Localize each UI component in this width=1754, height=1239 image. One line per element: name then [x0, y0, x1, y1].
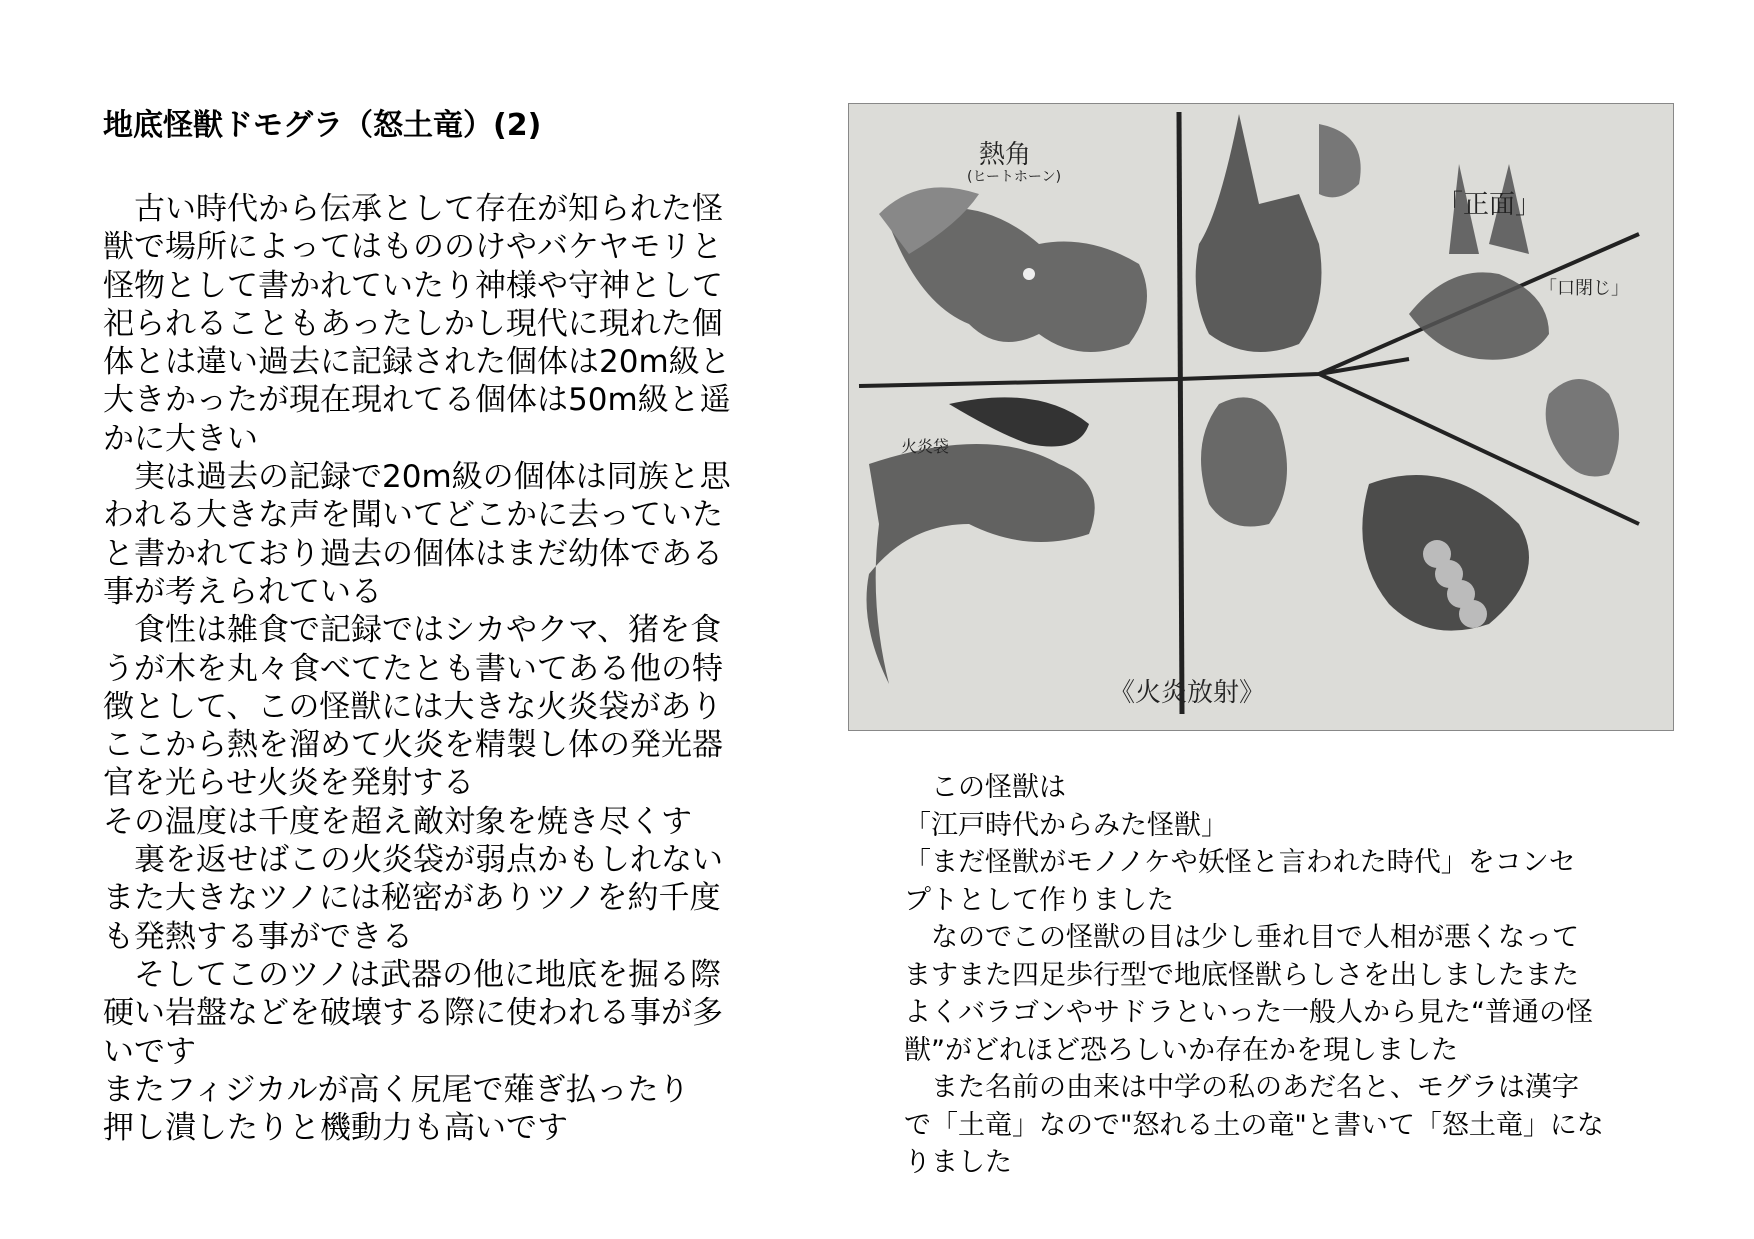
- text-line: りました: [904, 1147, 1012, 1178]
- text-line: かに大きい: [103, 420, 258, 457]
- label-heat-horn-reading: (ヒートホーン): [967, 169, 1062, 185]
- text-line: 「江戸時代からみた怪獣」: [904, 809, 1228, 841]
- text-line: プトとして作りました: [904, 884, 1174, 916]
- left-text-column: [103, 190, 823, 1147]
- page-title: 地底怪獣ドモグラ（怒土竜）(2): [103, 108, 542, 143]
- label-heat-horn: 熱角: [979, 140, 1032, 170]
- label-fire-emission: 《火炎放射》: [1109, 678, 1266, 708]
- text-line: よくバラゴンやサドラといった一般人から見た“普通の怪: [904, 997, 1593, 1028]
- sketch-drawing: [849, 104, 1673, 730]
- text-line: 体とは違い過去に記録された個体は20m級と: [103, 344, 731, 381]
- text-line: いです: [103, 1033, 196, 1070]
- text-line: 怪物として書かれていたり神様や守神として: [103, 267, 723, 304]
- text-line: 裏を返せばこの火炎袋が弱点かもしれない: [103, 842, 723, 879]
- text-line: も発熱する事ができる: [103, 918, 413, 955]
- text-line: 古い時代から伝承として存在が知られた怪: [103, 191, 723, 227]
- text-line: 徴として、この怪獣には大きな火炎袋があり: [103, 688, 723, 725]
- text-line: 事が考えられている: [103, 573, 382, 610]
- label-fire-bag: 火炎袋: [901, 437, 950, 456]
- label-mouth-closed: 「口閉じ」: [1539, 278, 1629, 299]
- text-line: 官を光らせ火炎を発射する: [103, 765, 475, 802]
- text-line: またフィジカルが高く尻尾で薙ぎ払ったり: [103, 1071, 690, 1108]
- text-line: ますまた四足歩行型で地底怪獣らしさを出しましたまた: [904, 959, 1579, 991]
- text-line: ここから熱を溜めて火炎を精製し体の発光器: [103, 727, 723, 764]
- text-line: われる大きな声を聞いてどこかに去っていた: [103, 497, 723, 534]
- text-line: で「土竜」なので"怒れる土の竜"と書いて「怒土竜」にな: [904, 1109, 1604, 1141]
- label-front: 「正面」: [1437, 190, 1542, 220]
- text-line: うが木を丸々食べてたとも書いてある他の特: [103, 650, 723, 687]
- text-line: 実は過去の記録で20m級の個体は同族と思: [103, 459, 731, 496]
- kaiju-sketch-image: [848, 103, 1674, 731]
- text-line: この怪獣は: [904, 772, 1066, 803]
- text-line: 獣で場所によってはもののけやバケヤモリと: [103, 229, 723, 266]
- text-line: 獣”がどれほど恐ろしいか存在かを現しました: [904, 1034, 1458, 1066]
- text-line: 大きかったが現在現れてる個体は50m級と遥: [103, 382, 731, 419]
- text-line: そしてこのツノは武器の他に地底を掘る際: [103, 956, 722, 993]
- text-line: また名前の由来は中学の私のあだ名と、モグラは漢字: [904, 1072, 1579, 1103]
- text-line: また大きなツノには秘密がありツノを約千度: [103, 880, 721, 917]
- text-line: 硬い岩盤などを破壊する際に使われる事が多: [103, 995, 723, 1032]
- text-line: 押し潰したりと機動力も高いです: [103, 1110, 568, 1147]
- text-line: 祀られることもあったしかし現代に現れた個: [103, 305, 723, 342]
- text-line: その温度は千度を超え敵対象を焼き尽くす: [103, 803, 692, 840]
- text-line: と書かれており過去の個体はまだ幼体である: [103, 535, 723, 572]
- text-line: 「まだ怪獣がモノノケや妖怪と言われた時代」をコンセ: [904, 847, 1576, 878]
- text-line: 食性は雑食で記録ではシカやクマ、猪を食: [103, 612, 722, 649]
- right-text-column: [904, 769, 1704, 1182]
- text-line: なのでこの怪獣の目は少し垂れ目で人相が悪くなって: [904, 922, 1579, 953]
